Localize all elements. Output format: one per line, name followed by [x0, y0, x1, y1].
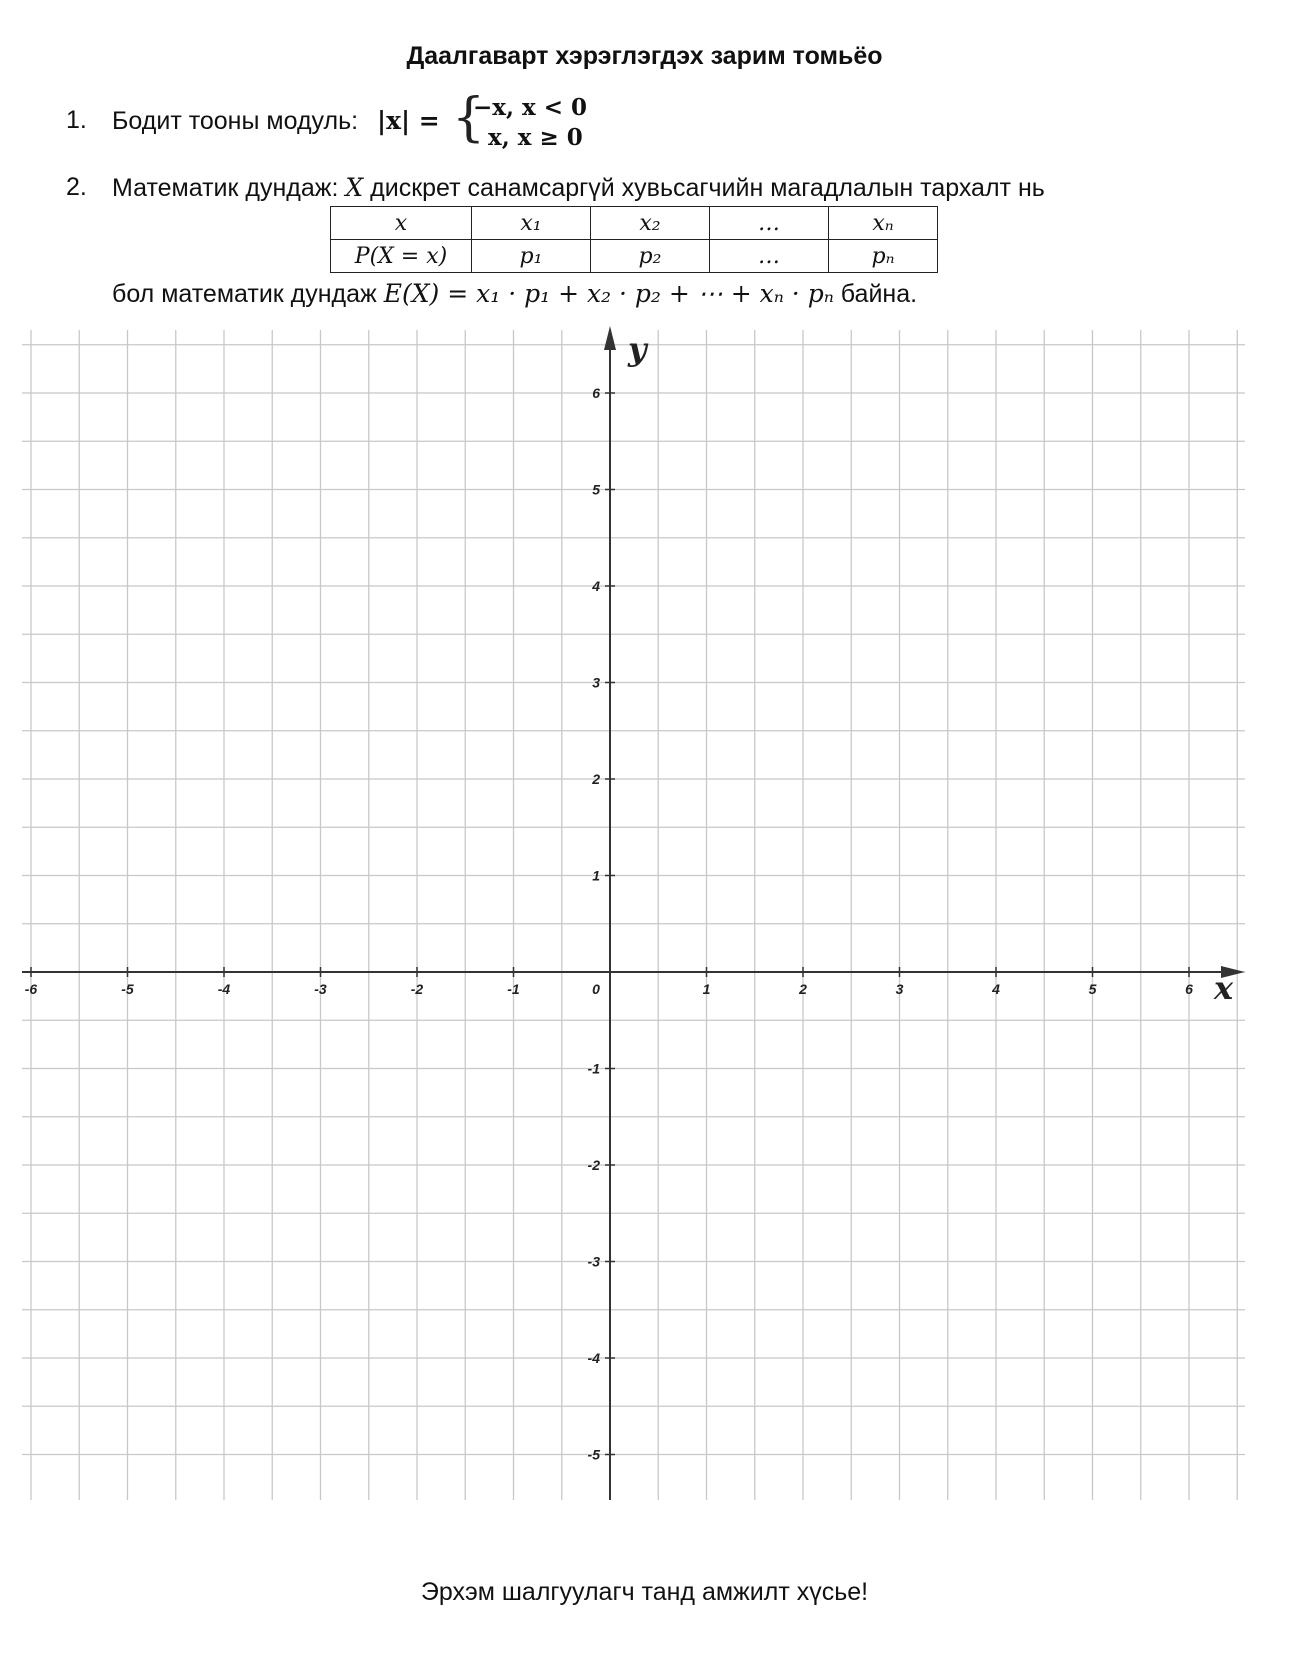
y-tick-label: 1 — [592, 867, 600, 884]
y-tick-label: 3 — [592, 674, 600, 691]
y-tick-label: 4 — [592, 578, 600, 594]
y-tick-label: -4 — [587, 1350, 600, 1366]
y-tick-label: 2 — [592, 771, 600, 787]
x-tick-label: 2 — [799, 981, 807, 997]
table-row — [331, 207, 938, 240]
x-axis-label: x — [1214, 969, 1234, 1007]
table-cell: p₁ — [472, 240, 591, 273]
x-tick-label: -2 — [410, 981, 424, 997]
y-tick-label: -3 — [587, 1253, 600, 1270]
item-1-text — [112, 106, 440, 136]
table-cell: P(X = x) — [331, 240, 472, 273]
table-cell: x₂ — [591, 207, 710, 240]
mean-suffix: байна. — [840, 280, 918, 308]
case-negative: −x, x < 0 — [473, 94, 588, 121]
item-2-number: 2. — [66, 173, 87, 201]
table-cell: … — [710, 207, 829, 240]
item-1-number: 1. — [66, 106, 87, 134]
table-cell: pₙ — [829, 240, 938, 273]
y-axis-label: y — [628, 330, 647, 368]
x-tick-label: 6 — [1185, 981, 1193, 997]
random-variable: X — [345, 173, 364, 202]
x-tick-label: -5 — [121, 981, 134, 997]
item-2-description: дискрет санамсаргүй хувьсагчийн магадлалын тархалт нь — [370, 174, 1045, 202]
case-nonnegative: x, x ≥ 0 — [488, 124, 583, 151]
table-row — [331, 240, 938, 273]
y-tick-label: 6 — [592, 385, 600, 401]
mean-line — [112, 279, 917, 309]
coordinate-grid — [0, 320, 1289, 1510]
x-tick-label: 0 — [592, 981, 600, 997]
distribution-table — [330, 206, 938, 273]
axes — [22, 326, 1245, 1500]
item-1-label: Бодит тооны модуль: — [112, 107, 359, 135]
cases-brace: { — [452, 88, 486, 148]
x-tick-label: -3 — [314, 981, 327, 997]
y-tick-label: -5 — [587, 1446, 600, 1463]
x-tick-label: -4 — [217, 981, 231, 997]
x-tick-label: -6 — [24, 981, 38, 997]
y-tick-label: -2 — [587, 1157, 600, 1173]
table-cell: x — [331, 207, 472, 240]
y-axis-arrow — [604, 326, 616, 350]
mean-formula: E(X) = x₁ · p₁ + x₂ · p₂ + ⋯ + xₙ · pₙ — [383, 279, 834, 308]
item-2-text — [112, 173, 1045, 203]
x-tick-label: 4 — [992, 981, 1000, 997]
y-tick-label: -1 — [587, 1060, 600, 1077]
abs-lhs: |x| = — [377, 106, 440, 135]
table-cell: … — [710, 240, 829, 273]
table-cell: x₁ — [472, 207, 591, 240]
x-tick-label: 1 — [702, 981, 711, 997]
item-2-label: Математик дундаж: — [112, 174, 339, 202]
y-tick-label: 5 — [592, 481, 600, 498]
page-title: Даалгаварт хэрэглэгдэх зарим томьёо — [406, 42, 883, 70]
gridlines — [22, 330, 1245, 1500]
table-cell: xₙ — [829, 207, 938, 240]
footer-message: Эрхэм шалгуулагч танд амжилт хүсье! — [420, 1578, 869, 1606]
x-tick-label: 3 — [895, 981, 904, 997]
table-cell: p₂ — [591, 240, 710, 273]
x-tick-label: 5 — [1088, 981, 1097, 997]
mean-prefix: бол математик дундаж — [112, 280, 377, 308]
x-tick-label: -1 — [507, 981, 520, 997]
